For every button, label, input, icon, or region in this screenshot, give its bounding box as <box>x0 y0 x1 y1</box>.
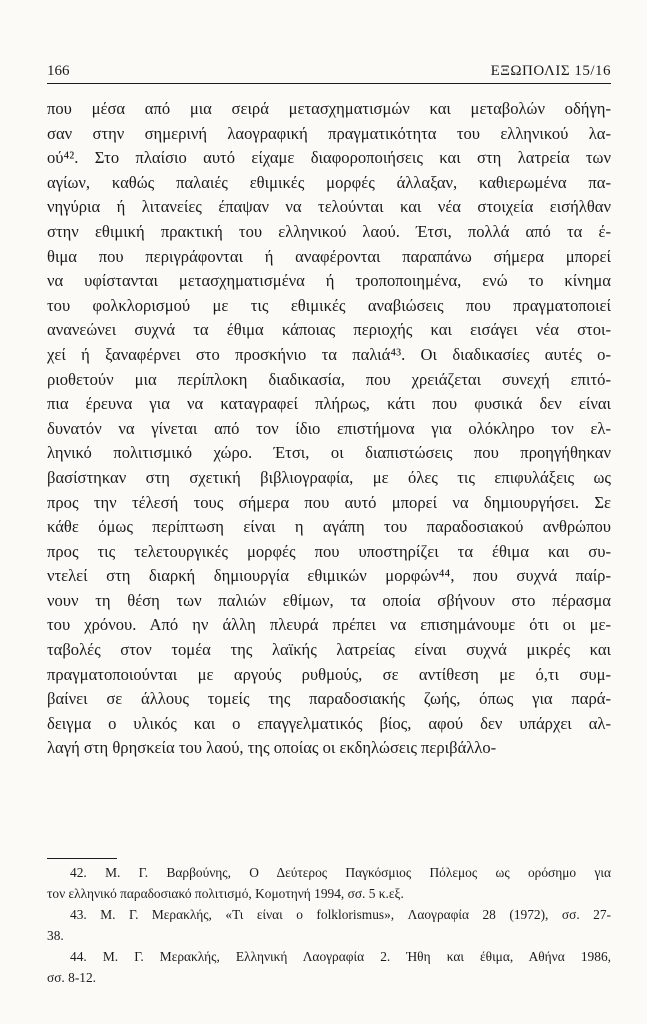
body-line: δειγμα ο υλικός και ο επαγγελματικός βίος, αφού δεν υπάρχει αλ- <box>47 713 611 733</box>
body-line: προς την τέλεσή τους σήμερα που αυτό μπορεί να δημιουργήσει. Σε <box>47 492 611 512</box>
body-line: του χρόνου. Από ην άλλη πλευρά πρέπει να επισημάνουμε ότι οι με- <box>47 615 611 635</box>
body-line: δυνατόν να γίνεται από τον ίδιο επιστήμονα για ολόκληρο τον ελ- <box>47 418 611 438</box>
body-line: πια έρευνα για να καταγραφεί πλήρως, κάτι που φυσικά δεν είναι <box>47 394 611 414</box>
body-line: πραγματοποιούνται με αργούς ρυθμούς, σε αντίθεση με ό,τι συμ- <box>47 664 611 684</box>
body-line: ού⁴². Στο πλαίσιο αυτό είχαμε διαφοροποιήσεις και στη λατρεία των <box>47 148 611 168</box>
body-text <box>47 97 611 761</box>
body-line: να υφίστανται μετασχηματισμένα ή τροποποιημένα, ενώ το κίνημα <box>47 271 611 291</box>
footnote-43-line-2: 38. <box>47 928 64 943</box>
body-line: θιμα που περιγράφονται ή αναφέρονται παραπάνω σήμερα μπορεί <box>47 246 611 266</box>
body-line: ριοθετούν μια περίπλοκη διαδικασία, που χρειάζεται συνεχή επιτό- <box>47 369 611 389</box>
page-header <box>47 63 611 85</box>
footnote-42-line-2: τον ελληνικό παραδοσιακό πολιτισμό, Κομοτηνή 1994, σσ. 5 κ.εξ. <box>47 886 404 901</box>
body-line: στην εθιμική πρακτική του ελληνικού λαού. Έτσι, πολλά από τα έ- <box>47 221 611 241</box>
body-line: βαίνει σε άλλους τομείς της παραδοσιακής ζωής, όπως για παρά- <box>47 689 611 709</box>
running-head: ΕΞΩΠΟΛΙΣ 15/16 <box>490 63 611 79</box>
body-line: προς τις τελετουργικές μορφές που υποστηρίζει τα έθιμα και συ- <box>47 541 611 561</box>
body-line: βασίστηκαν στη σχετική βιβλιογραφία, με όλες τις επιφυλάξεις ως <box>47 467 611 487</box>
body-line: νηγύρια ή λιτανείες έπαψαν να τελούνται και νέα στοιχεία εισήλθαν <box>47 197 611 217</box>
body-line: του φολκλορισμού με τις εθιμικές αναβιώσεις που πραγματοποιεί <box>47 295 611 315</box>
body-line: ταβολές στον τομέα της λαϊκής λατρείας είναι συχνά μικρές και <box>47 640 611 660</box>
body-line: κάθε όμως περίπτωση είναι η αγάπη του παραδοσιακού ανθρώπου <box>47 517 611 537</box>
footnote-44-line-2: σσ. 8-12. <box>47 970 97 985</box>
body-line: χεί ή ξαναφέρνει στο προσκήνιο τα παλιά⁴³. Οι διαδικασίες αυτές ο- <box>47 344 611 364</box>
footnote-44-line-1: 44. Μ. Γ. Μερακλής, Ελληνική Λαογραφία 2. Ήθη και έθιμα, Αθήνα 1986, <box>70 949 611 964</box>
footnote-rule <box>47 858 117 859</box>
footnote-42-line-1: 42. Μ. Γ. Βαρβούνης, Ο Δεύτερος Παγκόσμιος Πόλεμος ως ορόσημο για <box>70 865 611 880</box>
body-line: λαγή στη θρησκεία του λαού, της οποίας οι εκδηλώσεις περιβάλλο- <box>47 738 497 758</box>
body-line: που μέσα από μια σειρά μετασχηματισμών και μεταβολών οδήγη- <box>47 99 611 118</box>
body-line: αγίων, καθώς παλαιές εθιμικές μορφές άλλαξαν, καθιερωμένα πα- <box>47 172 611 192</box>
body-line: σαν στην σημερινή λαογραφική πραγματικότητα του ελληνικού λα- <box>47 123 611 143</box>
footnotes <box>47 862 611 988</box>
body-line: ανανεώνει συχνά τα έθιμα κάποιας περιοχής και εισάγει νέα στοι- <box>47 320 611 340</box>
page-number: 166 <box>47 63 70 79</box>
header-rule <box>47 83 611 84</box>
body-line: ντελεί στη διαρκή δημιουργία εθιμικών μορφών⁴⁴, που συχνά παίρ- <box>47 566 611 586</box>
footnote-43-line-1: 43. Μ. Γ. Μερακλής, «Τι είναι ο folklorismus», Λαογραφία 28 (1972), σσ. 27- <box>70 907 611 922</box>
body-line: νουν τη θέση των παλιών εθίμων, τα οποία σβήνουν στο πέρασμα <box>47 590 611 610</box>
body-line: ληνικό πολιτισμικό χώρο. Έτσι, οι διαπιστώσεις που προηγήθηκαν <box>47 443 611 463</box>
